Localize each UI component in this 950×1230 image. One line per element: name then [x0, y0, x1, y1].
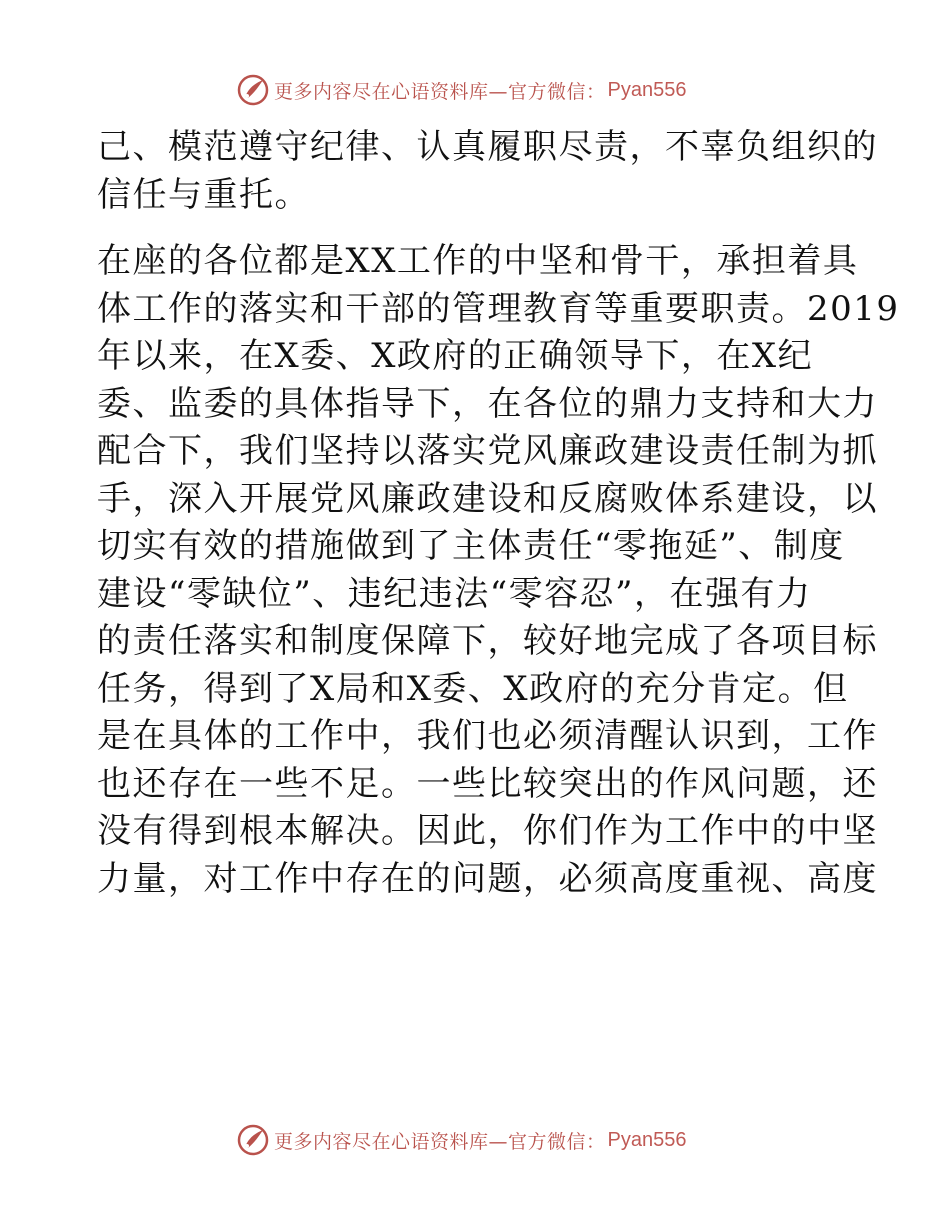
- watermark-account: Pyan556: [607, 78, 687, 101]
- watermark-text: 更多内容尽在心语资料库—官方微信：: [274, 80, 606, 103]
- document-body: [97, 124, 900, 903]
- text-line: 信任与重托。: [97, 174, 310, 215]
- paragraph-1: [97, 124, 878, 219]
- header-watermark: [236, 73, 686, 107]
- watermark-text: 更多内容尽在心语资料库—官方微信：: [274, 1130, 606, 1153]
- pen-logo-icon: [236, 1123, 270, 1157]
- text-line: 己、模范遵守纪律、认真履职尽责，不辜负组织的: [97, 127, 878, 167]
- text-line: 没有得到根本解决。因此，你们作为工作中的中坚: [97, 811, 878, 851]
- text-line: 建设“零缺位”、违纪违法“零容忍”，在强有力: [97, 573, 812, 614]
- text-line: 手，深入开展党风廉政建设和反腐败体系建设，以: [97, 478, 878, 519]
- text-line: 在座的各位都是XX工作的中坚和骨干，承担着具: [97, 241, 859, 281]
- text-line: 配合下，我们坚持以落实党风廉政建设责任制为抓: [97, 431, 878, 471]
- text-line: 任务，得到了X局和X委、X政府的充分肯定。但: [97, 668, 849, 709]
- text-line: 是在具体的工作中，我们也必须清醒认识到，工作: [97, 716, 878, 756]
- text-line: 力量，对工作中存在的问题，必须高度重视、高度: [97, 858, 878, 899]
- watermark-account: Pyan556: [607, 1128, 687, 1151]
- footer-watermark: [236, 1123, 686, 1157]
- text-line: 的责任落实和制度保障下，较好地完成了各项目标: [97, 621, 878, 661]
- text-line: 委、监委的具体指导下，在各位的鼎力支持和大力: [97, 383, 878, 424]
- text-line: 也还存在一些不足。一些比较突出的作风问题，还: [97, 763, 878, 804]
- text-line: 切实有效的措施做到了主体责任“零拖延”、制度: [97, 526, 845, 566]
- paragraph-2: [97, 238, 900, 903]
- pen-logo-icon: [236, 73, 270, 107]
- text-line: 体工作的落实和干部的管理教育等重要职责。2019: [97, 288, 900, 329]
- text-line: 年以来，在X委、X政府的正确领导下，在X纪: [97, 336, 814, 376]
